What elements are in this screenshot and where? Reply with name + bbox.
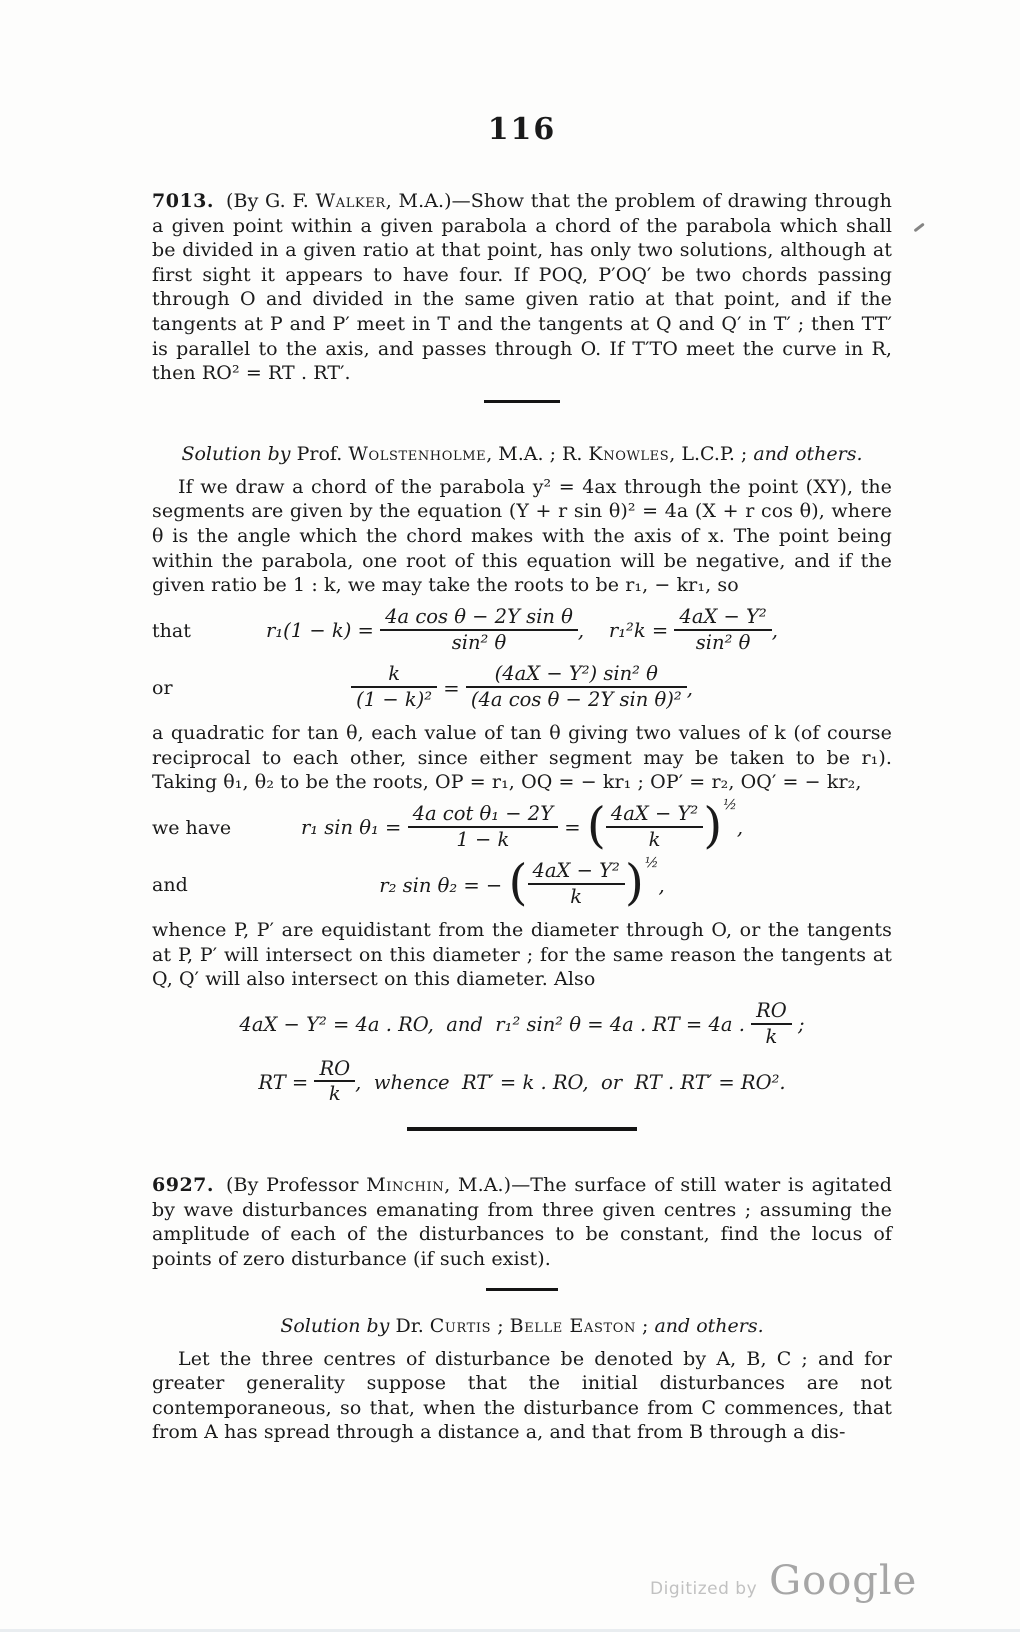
fraction (528, 860, 625, 908)
fraction (674, 606, 771, 654)
solution-6927-byline (152, 1315, 892, 1337)
byline-text: ; (635, 1314, 655, 1337)
solver-name: Curtis (429, 1314, 492, 1337)
solution-by-label: Solution by (280, 1314, 390, 1337)
solver-name: Belle Easton (509, 1314, 636, 1337)
equation-label: we have (152, 816, 232, 839)
problem-6927-statement (152, 1173, 892, 1271)
problem-number: 6927. (152, 1174, 214, 1197)
page-content (152, 112, 892, 1445)
problem-7013-statement (152, 189, 892, 386)
section-divider (486, 1288, 558, 1291)
close-paren: ) (703, 797, 723, 854)
byline-text: ; (491, 1314, 510, 1337)
equation-body (239, 998, 805, 1048)
math-fragment: , (658, 873, 665, 897)
problem-statement-text: , M.A.)—The surface of still water is agitated by wave disturbances emanating from three given centres ; assuming the amplitude of each of the disturbances to be constant, find the locus of points of zero disturbance (if such exist). (152, 1174, 892, 1270)
math-fragment: , (686, 676, 693, 700)
fraction-denominator: (4a cos θ − 2Y sin θ)² (470, 688, 682, 712)
scan-artifact-mark (914, 223, 925, 232)
solution-7013-byline (152, 443, 892, 465)
fraction-numerator: 4a cos θ − 2Y sin θ (380, 606, 578, 631)
equation-body (300, 797, 744, 854)
equation-RT-RO-over-k (152, 1056, 892, 1108)
problem-author-name: Walker (315, 190, 386, 212)
equation-roots-product (152, 604, 892, 656)
fraction-numerator: RO (751, 1000, 792, 1025)
problem-byline-prefix: (By Professor (226, 1174, 367, 1197)
open-paren: ( (508, 855, 528, 912)
fraction (606, 803, 703, 851)
exponent: ½ (644, 854, 659, 871)
close-paren: ) (624, 855, 644, 912)
equation-body (351, 662, 693, 712)
exponent: ½ (723, 797, 737, 814)
byline-text: Dr. (389, 1314, 430, 1337)
fraction-denominator: (1 − k)² (356, 688, 433, 712)
byline-text: , L.C.P. ; (669, 442, 754, 465)
fraction-denominator: 1 − k (456, 827, 510, 851)
fraction-numerator: 4aX − Y² (528, 860, 625, 885)
equation-label: that (152, 619, 191, 642)
equation-4aX-RO (152, 998, 892, 1050)
math-fragment: , (771, 619, 778, 643)
problem-statement-text: , M.A.)—Show that the problem of drawing through a given point within a given parabola a chord of the parabola which shall be divided in a given ratio at that point, has only two solutions, although at first sight it appears to have four. If POQ, P′OQ′ be two chords passing through O and divided in the same given ratio at that point, and if the tangents at P and P′ meet in T and the tangents at Q and Q′ in T′ ; then TT′ is parallel to the axis, and passes through O. If T′TO meet the curve in R, then RO² = RT . RT′. (152, 190, 893, 385)
problem-number: 7013. (152, 190, 214, 212)
solution-by-label: Solution by (181, 442, 291, 465)
fraction-denominator: k (328, 1082, 341, 1106)
byline-text: , M.A. ; R. (486, 442, 589, 465)
fraction-numerator: (4aX − Y²) sin² θ (466, 663, 687, 688)
section-divider (484, 400, 560, 403)
math-fragment: r₁ sin θ₁ = (300, 816, 408, 840)
fraction (408, 803, 559, 851)
math-fragment: r₂ sin θ₂ = − (379, 873, 509, 897)
fraction-numerator: 4a cot θ₁ − 2Y (408, 803, 559, 828)
double-rule-divider (407, 1127, 637, 1131)
math-fragment: = (437, 676, 466, 700)
google-watermark (650, 1558, 917, 1604)
fraction (314, 1058, 355, 1106)
fraction-denominator: k (648, 827, 661, 851)
google-logo: Google (769, 1558, 918, 1604)
fraction (351, 663, 437, 711)
solution-6927-paragraph-1: Let the three centres of disturbance be denoted by A, B, C ; and for greater generality suppose that the initial disturbances are not contemporaneous, so that, when the disturbance from C commences, that from A has spread through a distance a, and that from B through a dis- (152, 1347, 892, 1444)
and-others-label: and others. (753, 442, 863, 465)
fraction-numerator: 4aX − Y² (606, 803, 703, 828)
solver-name: Knowles (588, 442, 670, 465)
math-fragment: , r₁²k = (577, 619, 675, 643)
and-others-label: and others. (654, 1314, 764, 1337)
problem-author-name: Minchin (366, 1174, 445, 1197)
math-fragment: ; (791, 1013, 805, 1037)
fraction-numerator: k (351, 663, 437, 688)
math-fragment: r₁(1 − k) = (266, 619, 381, 643)
equation-body (379, 854, 665, 912)
equation-quadratic-tan (152, 662, 892, 713)
fraction-numerator: 4aX − Y² (674, 606, 771, 631)
problem-byline-prefix: (By G. F. (226, 190, 316, 212)
fraction (466, 663, 687, 711)
fraction (751, 1000, 792, 1048)
open-paren: ( (586, 797, 606, 854)
fraction-denominator: sin² θ (695, 630, 751, 654)
math-fragment: 4aX − Y² = 4a . RO, and r₁² sin² θ = 4a . RT = 4a . (239, 1013, 752, 1037)
fraction-numerator: RO (314, 1058, 355, 1083)
fraction (380, 606, 578, 654)
equation-body (258, 1056, 786, 1106)
equation-r2-sin-theta2 (152, 854, 892, 912)
solver-name: Wolstenholme (348, 442, 487, 465)
byline-text: Prof. (290, 442, 349, 465)
solution-7013-paragraph-1: If we draw a chord of the parabola y² = 4ax through the point (XY), the segments are given by the equation (Y + r sin θ)² = 4a (X + r cos θ), where θ is the angle which the chord makes with the axis of x. The point being within the parabola, one root of this equation will be negative, and if the given ratio be 1 : k, we may take the roots to be r₁, − kr₁, so (152, 475, 892, 597)
fraction-denominator: k (570, 885, 583, 909)
math-fragment: = (558, 816, 587, 840)
equation-r1-sin-theta1 (152, 797, 892, 854)
math-fragment: , (736, 816, 744, 840)
fraction-denominator: sin² θ (451, 630, 507, 654)
digitized-by-label: Digitized by (650, 1579, 758, 1599)
fraction-denominator: k (765, 1024, 778, 1048)
solution-7013-paragraph-3: whence P, P′ are equidistant from the diameter through O, or the tangents at P, P′ will intersect on this diameter ; for the same reason the tangents at Q, Q′ will also intersect on this diameter. Also (152, 919, 892, 991)
math-fragment: RT = (258, 1070, 315, 1094)
solution-7013-paragraph-2: a quadratic for tan θ, each value of tan θ giving two values of k (of course reciprocal to each other, since either segment may be taken to be r₁). Taking θ₁, θ₂ to be the roots, OP = r₁, OQ = − kr₁ ; OP′ = r₂, OQ′ = − kr₂, (152, 722, 892, 794)
equation-label: and (152, 874, 188, 897)
page-number: 116 (487, 112, 557, 147)
equation-body (266, 604, 778, 654)
equation-label: or (152, 677, 173, 700)
math-fragment: , whence RT′ = k . RO, or RT . RT′ = RO². (355, 1070, 786, 1094)
